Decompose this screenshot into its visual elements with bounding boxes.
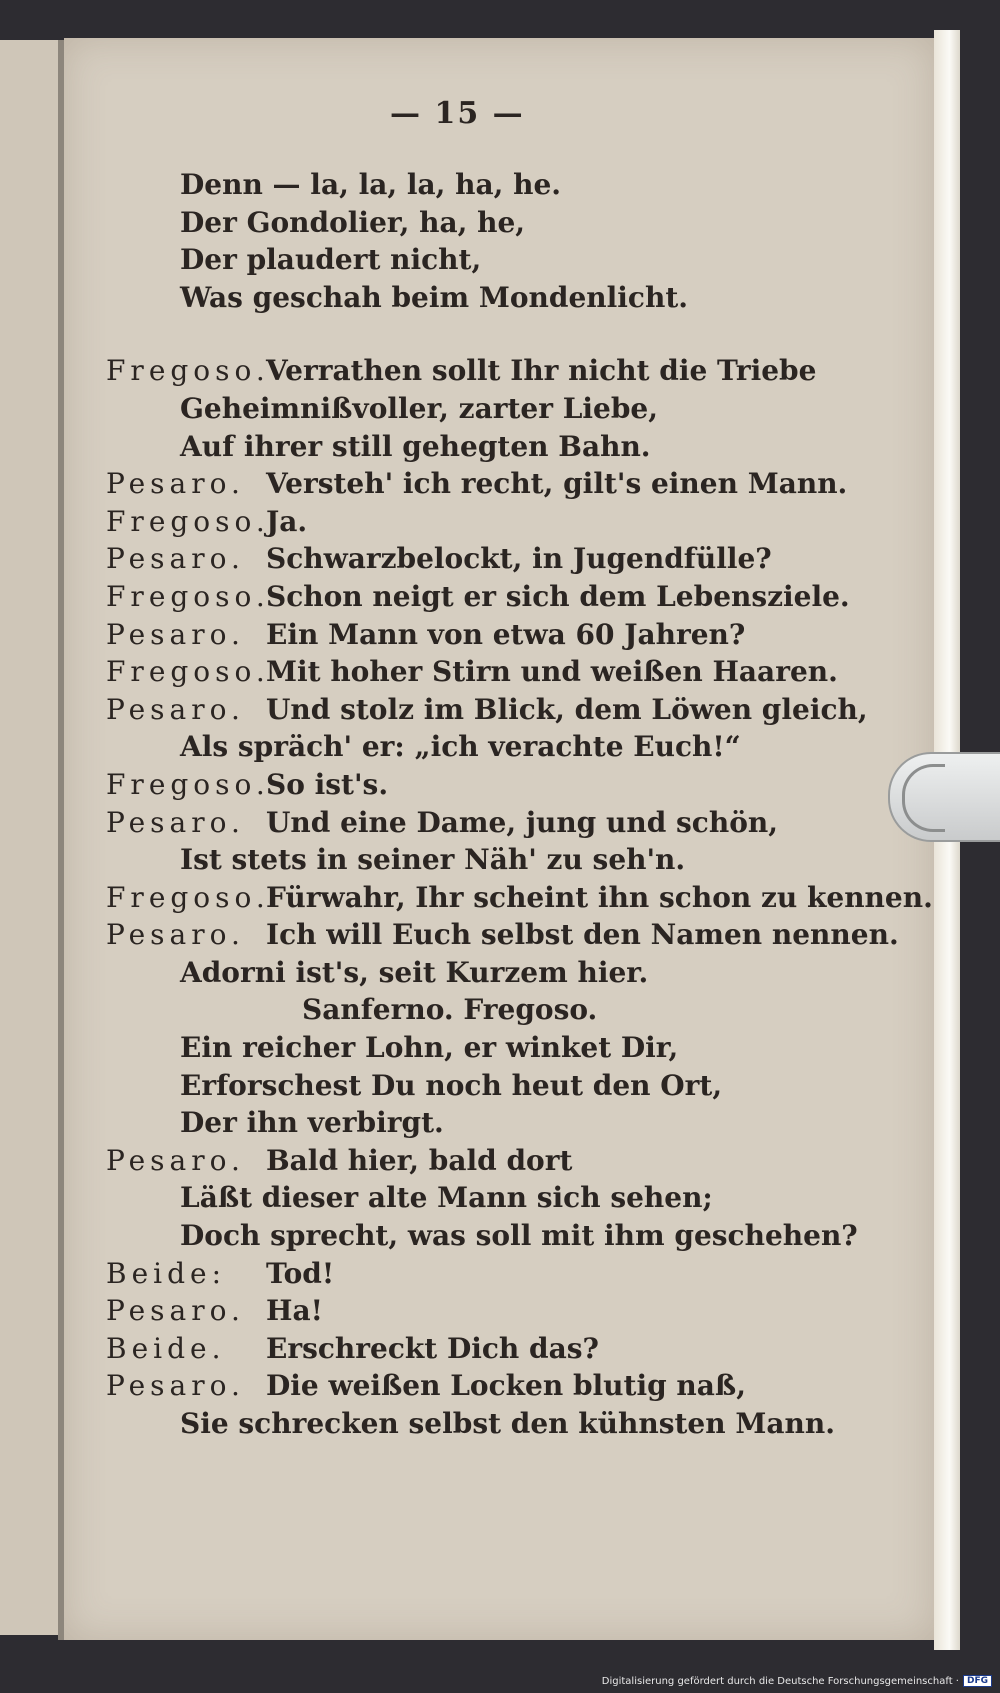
verse-line bbox=[106, 204, 940, 242]
footer-credit bbox=[602, 1675, 992, 1687]
line-text: Sanferno. Fregoso. bbox=[302, 993, 598, 1027]
dfg-logo: DFG bbox=[963, 1675, 992, 1687]
speech-line bbox=[106, 804, 940, 842]
verse-line bbox=[106, 241, 940, 279]
speaker-name: Beide. bbox=[106, 1331, 226, 1365]
speaker-name: Fregoso. bbox=[106, 354, 270, 388]
speech-line bbox=[106, 879, 940, 917]
verse-line bbox=[106, 728, 940, 766]
speaker-name: Pesaro. bbox=[106, 1369, 245, 1403]
page-number: — 15 — bbox=[390, 96, 525, 131]
speaker-name: Fregoso. bbox=[106, 767, 270, 801]
verse-line bbox=[106, 428, 940, 466]
speaker-name: Pesaro. bbox=[106, 692, 245, 726]
speech-line bbox=[106, 578, 940, 616]
line-text: Und eine Dame, jung und schön, bbox=[266, 805, 778, 839]
speaker-name: Pesaro. bbox=[106, 1294, 245, 1328]
line-text: Ja. bbox=[266, 504, 308, 538]
speech-line bbox=[106, 1330, 940, 1368]
speech-line bbox=[106, 1367, 940, 1405]
speech-line bbox=[106, 1255, 940, 1293]
line-text: Geheimnißvoller, zarter Liebe, bbox=[180, 391, 658, 425]
line-text: Ein Mann von etwa 60 Jahren? bbox=[266, 617, 746, 651]
speech-line bbox=[106, 540, 940, 578]
speaker-name: Fregoso. bbox=[106, 880, 270, 914]
left-page-edge bbox=[0, 40, 60, 1635]
line-text: Denn — la, la, la, ha, he. bbox=[180, 168, 562, 201]
speech-line bbox=[106, 916, 940, 954]
speech-line bbox=[106, 691, 940, 729]
speaker-name: Fregoso. bbox=[106, 504, 270, 538]
verse-line bbox=[106, 954, 940, 992]
speaker-name: Pesaro. bbox=[106, 542, 245, 576]
line-text: Ein reicher Lohn, er winket Dir, bbox=[180, 1031, 679, 1065]
line-text: Läßt dieser alte Mann sich sehen; bbox=[180, 1181, 713, 1215]
verse-line bbox=[106, 1179, 940, 1217]
line-text: Erforschest Du noch heut den Ort, bbox=[180, 1068, 723, 1102]
verse-line bbox=[106, 1405, 940, 1443]
line-text: Schwarzbelockt, in Jugendfülle? bbox=[266, 542, 772, 576]
line-text: Ha! bbox=[266, 1294, 323, 1328]
funding-credit: Digitalisierung gefördert durch die Deutsche Forschungsgemeinschaft · bbox=[601, 1675, 959, 1687]
line-text: So ist's. bbox=[266, 767, 389, 801]
speaker-name: Beide: bbox=[106, 1256, 227, 1290]
line-text: Adorni ist's, seit Kurzem hier. bbox=[180, 955, 649, 989]
speech-line bbox=[106, 766, 940, 804]
speech-line bbox=[106, 1142, 940, 1180]
line-text: Versteh' ich recht, gilt's einen Mann. bbox=[266, 467, 848, 501]
libretto-text bbox=[106, 166, 940, 1443]
line-text: Sie schrecken selbst den kühnsten Mann. bbox=[180, 1407, 835, 1440]
speech-line bbox=[106, 503, 940, 541]
line-text: Ist stets in seiner Näh' zu seh'n. bbox=[180, 843, 686, 877]
speaker-name: Fregoso. bbox=[106, 655, 270, 689]
speaker-name: Pesaro. bbox=[106, 617, 245, 651]
verse-line bbox=[106, 166, 940, 204]
verse-line bbox=[106, 1217, 940, 1255]
verse-line bbox=[106, 991, 940, 1029]
line-text: Bald hier, bald dort bbox=[266, 1143, 573, 1177]
stanza-gap bbox=[106, 316, 940, 352]
line-text: Fürwahr, Ihr scheint ihn schon zu kennen. bbox=[266, 880, 933, 914]
speaker-name: Pesaro. bbox=[106, 918, 245, 952]
speech-line bbox=[106, 352, 940, 390]
line-text: Der ihn verbirgt. bbox=[180, 1106, 444, 1140]
verse-line bbox=[106, 1067, 940, 1105]
verse-line bbox=[106, 1029, 940, 1067]
speech-line bbox=[106, 465, 940, 503]
verse-line bbox=[106, 1104, 940, 1142]
speaker-name: Fregoso. bbox=[106, 579, 270, 613]
line-text: Die weißen Locken blutig naß, bbox=[266, 1369, 746, 1403]
line-text: Mit hoher Stirn und weißen Haaren. bbox=[266, 655, 838, 689]
line-text: Was geschah beim Mondenlicht. bbox=[180, 280, 689, 314]
speaker-name: Pesaro. bbox=[106, 1143, 245, 1177]
line-text: Erschreckt Dich das? bbox=[266, 1331, 599, 1365]
speech-line bbox=[106, 1292, 940, 1330]
verse-line bbox=[106, 390, 940, 428]
verse-line bbox=[106, 279, 940, 317]
line-text: Auf ihrer still gehegten Bahn. bbox=[180, 429, 651, 463]
speaker-name: Pesaro. bbox=[106, 467, 245, 501]
verse-line bbox=[106, 841, 940, 879]
speech-line bbox=[106, 616, 940, 654]
line-text: Verrathen sollt Ihr nicht die Triebe bbox=[266, 354, 817, 388]
line-text: Doch sprecht, was soll mit ihm geschehen? bbox=[180, 1219, 858, 1253]
line-text: Der plaudert nicht, bbox=[180, 243, 482, 277]
line-text: Als spräch' er: „ich verachte Euch!“ bbox=[180, 730, 741, 764]
speech-line bbox=[106, 653, 940, 691]
speaker-name: Pesaro. bbox=[106, 805, 245, 839]
line-text: Tod! bbox=[266, 1256, 335, 1290]
line-text: Und stolz im Blick, dem Löwen gleich, bbox=[266, 692, 868, 726]
line-text: Schon neigt er sich dem Lebensziele. bbox=[266, 579, 850, 613]
line-text: Der Gondolier, ha, he, bbox=[180, 205, 526, 239]
line-text: Ich will Euch selbst den Namen nennen. bbox=[266, 918, 899, 952]
